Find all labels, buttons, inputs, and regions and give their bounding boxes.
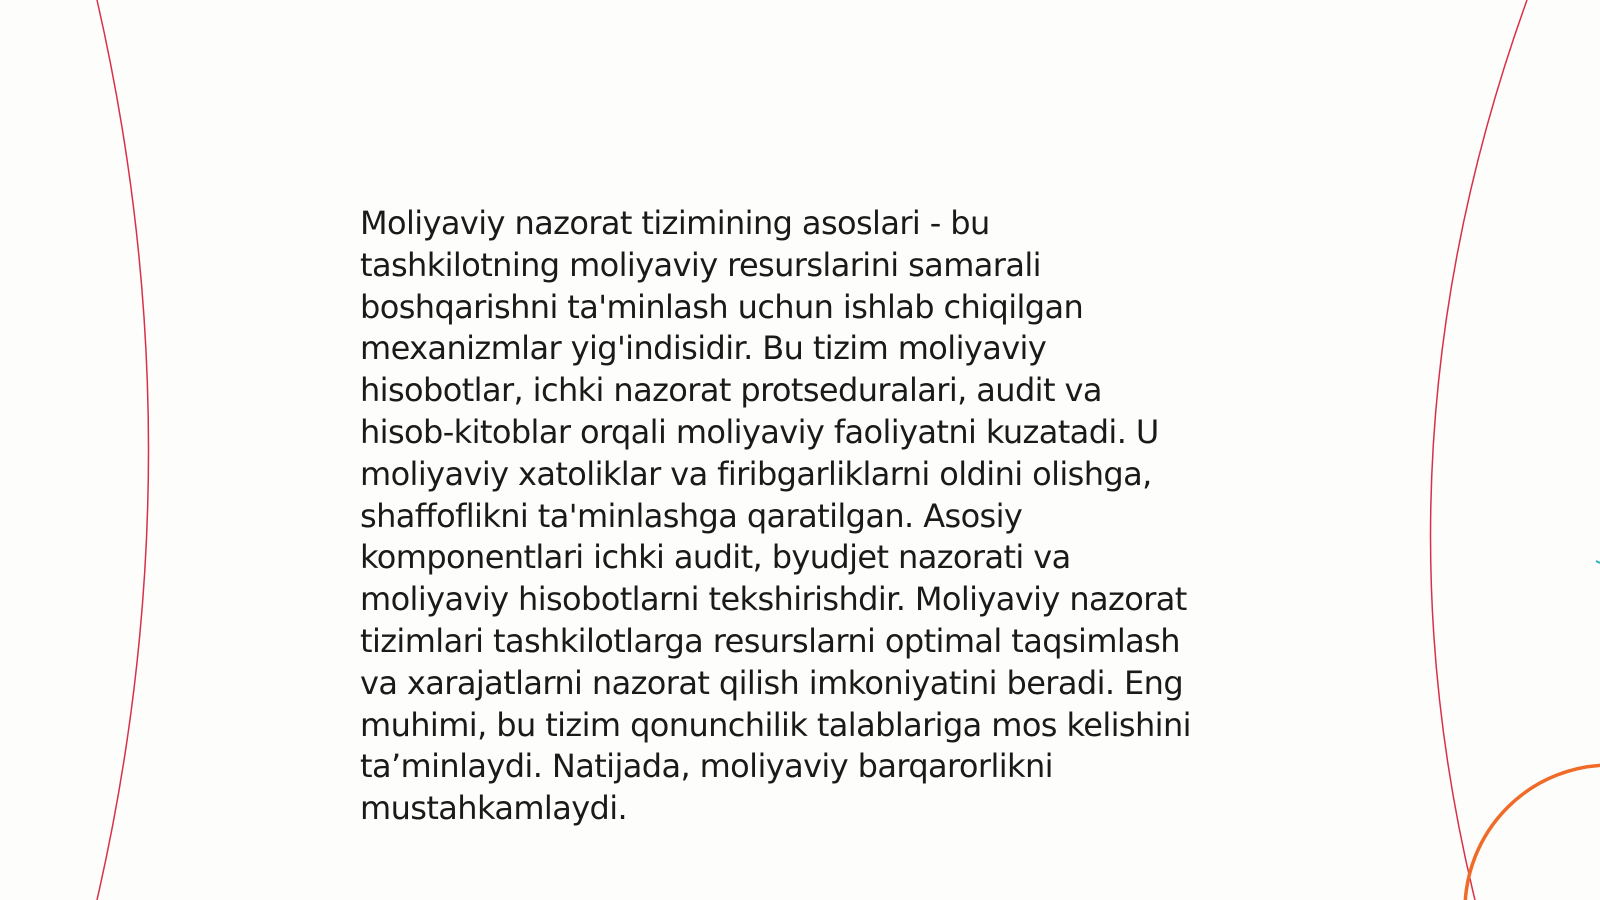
left-curve [97, 0, 149, 900]
slide-body-text: Moliyaviy nazorat tizimining asoslari - bu tashkilotning moliyaviy resurslarini samarali boshqarishni ta'minlash uchun ishlab chiqilgan mexanizmlar yig'indisidir. Bu tizim moliyaviy hisobotlar, ichki nazorat protseduralari, audit va hisob-kitoblar orqali moliyaviy faoliyatni kuzatadi. U moliyaviy xatoliklar va firibgarliklarni oldini olishga, shaffoflikni ta'minlashga qaratilgan. Asosiy komponentlari ichki audit, byudjet nazorati va moliyaviy hisobotlarni tekshirishdir. Moliyaviy nazorat tizimlari tashkilotlarga resurslarni optimal taqsimlash va xarajatlarni nazorat qilish imkoniyatini beradi. Eng muhimi, bu tizim qonunchilik talablariga mos kelishini ta’minlaydi. Natijada, moliyaviy barqarorlikni mustahkamlaydi. [360, 204, 1191, 828]
right-curve [1431, 0, 1527, 900]
teal-accent [1596, 561, 1600, 563]
orange-circle [1465, 765, 1600, 900]
